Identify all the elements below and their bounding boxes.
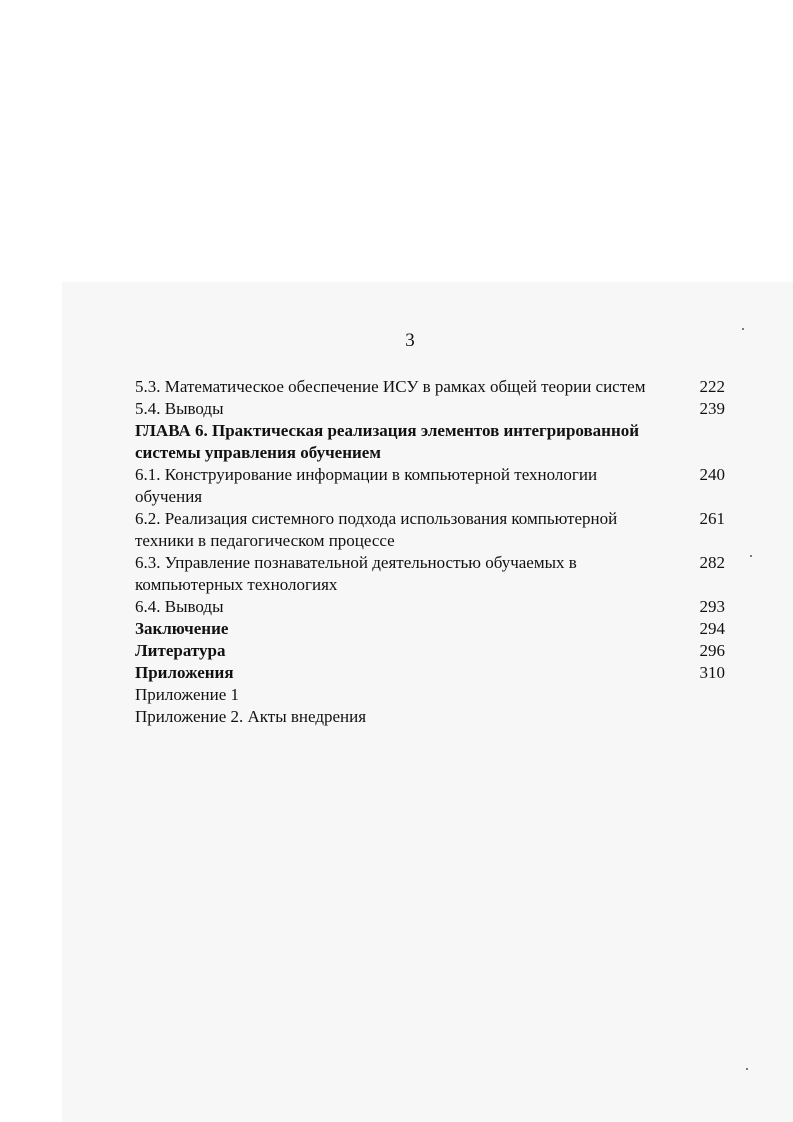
toc-entry-title: 6.1. Конструирование информации в компьютерной технологии обучения [135,465,598,506]
toc-entry-appendices [135,662,725,684]
toc-section-title: Приложения [135,663,234,682]
toc-entry-page: 240 [699,465,725,484]
toc-entry-page: 296 [699,641,725,660]
toc-entry-page: 310 [699,663,725,682]
toc-entry-title: 5.4. Выводы [135,399,224,418]
toc-section-title: Литература [135,641,226,660]
toc-entry-6-4 [135,596,725,618]
toc-entry-page: 222 [699,377,725,396]
toc-entry-page: 282 [699,553,725,572]
toc-entry-6-2 [135,508,725,552]
table-of-contents [135,376,725,728]
scan-speck [750,555,752,557]
toc-chapter-title: ГЛАВА 6. Практическая реализация элементов интегрированной системы управления обучением [135,421,640,462]
scan-speck [742,328,744,330]
toc-entry-title: 6.2. Реализация системного подхода использования компьютерной техники в педагогическом процессе [135,509,618,550]
toc-entry-title: 6.4. Выводы [135,597,224,616]
toc-entry-appendix-2 [135,706,725,728]
toc-entry-6-1 [135,464,725,508]
toc-entry-literature [135,640,725,662]
toc-entry-page: 293 [699,597,725,616]
toc-entry-5-4 [135,398,725,420]
toc-entry-page: 261 [699,509,725,528]
toc-entry-page: 239 [699,399,725,418]
toc-entry-6-3 [135,552,725,596]
toc-entry-5-3 [135,376,725,398]
page-number: 3 [405,330,415,351]
toc-entry-page: 294 [699,619,725,638]
toc-entry-conclusion [135,618,725,640]
scan-speck [746,1068,748,1070]
toc-entry-title: Приложение 1 [135,685,239,704]
toc-entry-title: 5.3. Математическое обеспечение ИСУ в рамках общей теории систем [135,377,646,396]
toc-entry-title: 6.3. Управление познавательной деятельностью обучаемых в компьютерных технологиях [135,553,577,594]
toc-entry-title: Приложение 2. Акты внедрения [135,707,367,726]
toc-entry-appendix-1 [135,684,725,706]
toc-section-title: Заключение [135,619,229,638]
toc-entry-chapter-6 [135,420,725,464]
